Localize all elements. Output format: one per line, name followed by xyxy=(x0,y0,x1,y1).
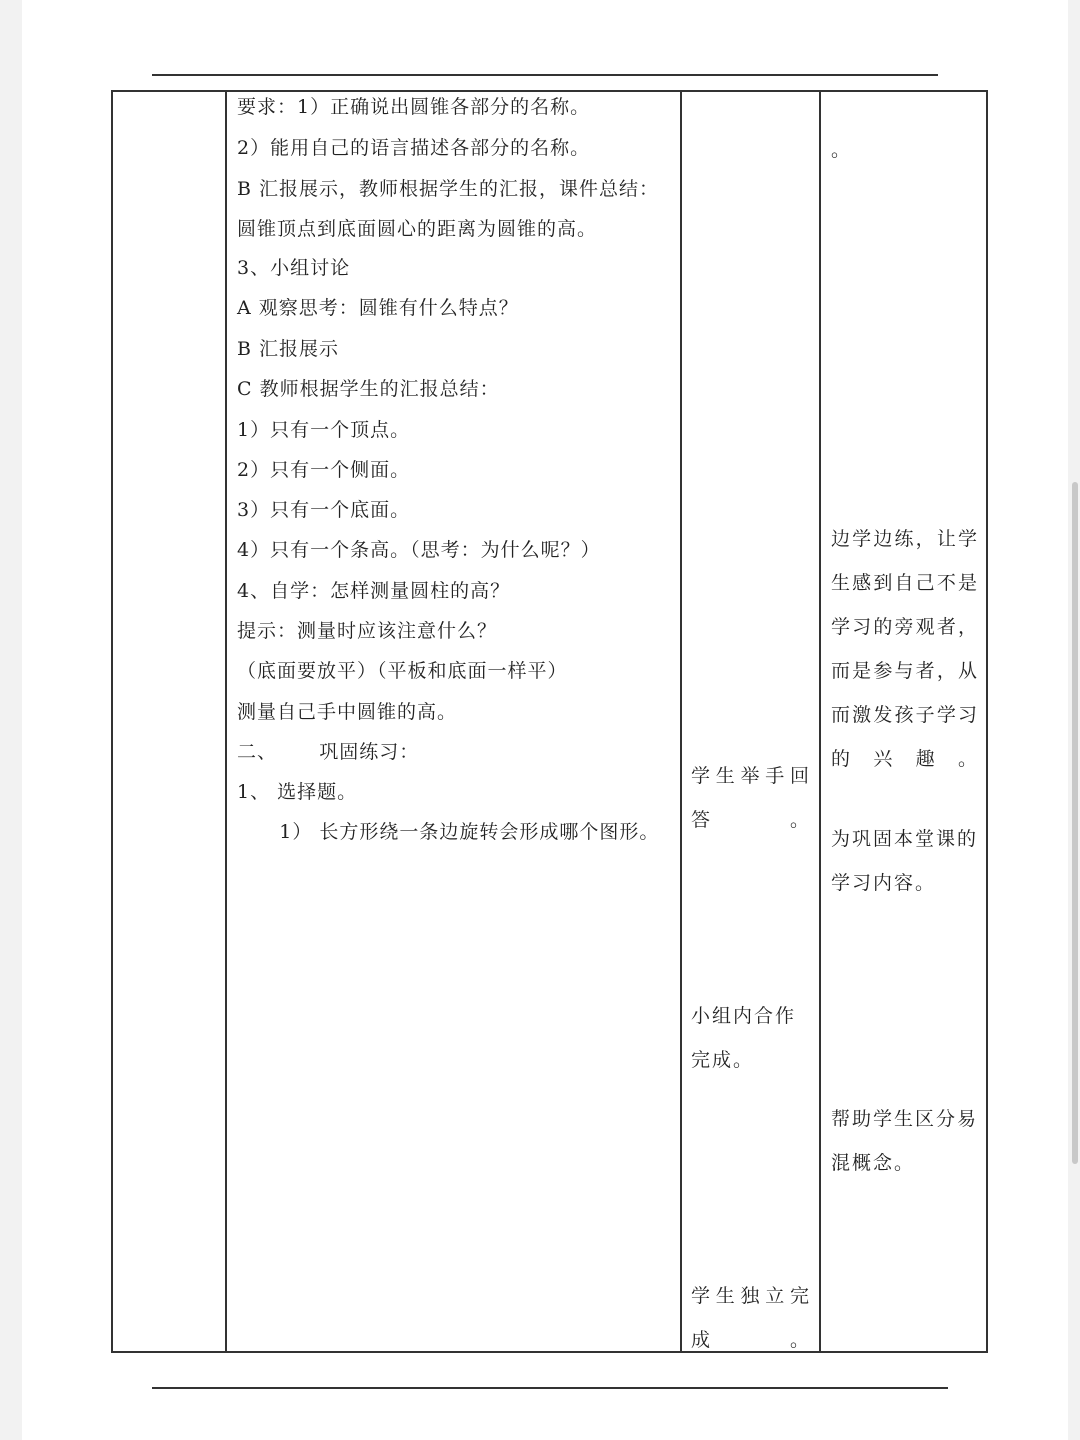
student-note: 小组内合作完成。 xyxy=(691,1005,797,1071)
content-line: 3、小组讨论 xyxy=(237,257,351,279)
content-line: 测量自己手中圆锥的高。 xyxy=(237,701,458,723)
student-note: 学生独立完成。 xyxy=(691,1285,811,1351)
content-line: A 观察思考：圆锥有什么特点？ xyxy=(237,297,519,319)
content-line: 提示：测量时应该注意什么？ xyxy=(237,620,498,642)
content-line: 4、自学：怎样测量圆柱的高？ xyxy=(237,580,511,602)
content-line: 2）只有一个侧面。 xyxy=(237,459,411,481)
footer-rule xyxy=(152,1387,948,1389)
student-note: 学生举手回答。 xyxy=(691,765,811,831)
document-page xyxy=(22,0,1068,1440)
lesson-table xyxy=(111,90,988,1353)
content-line: B 汇报展示 xyxy=(237,338,340,360)
design-note: 边学边练，让学生感到自己不是学习的旁观者，而是参与者，从而激发孩子学习的兴趣。 xyxy=(831,528,979,770)
design-note: 帮助学生区分易混概念。 xyxy=(831,1108,979,1174)
content-line: 1、 选择题。 xyxy=(237,781,358,803)
header-rule xyxy=(152,74,938,76)
content-line: C 教师根据学生的汇报总结： xyxy=(237,378,500,400)
content-line: 1） 长方形绕一条边旋转会形成哪个图形。 xyxy=(237,821,660,843)
column-divider xyxy=(225,92,227,1351)
content-line: 圆锥顶点到底面圆心的距离为圆锥的高。 xyxy=(237,218,598,240)
content-line: B 汇报展示，教师根据学生的汇报，课件总结： xyxy=(237,178,660,200)
content-line: （底面要放平）（平板和底面一样平） xyxy=(237,660,568,682)
column-divider xyxy=(819,92,821,1351)
content-line: 2）能用自己的语言描述各部分的名称。 xyxy=(237,137,591,159)
scrollbar[interactable] xyxy=(1070,0,1080,1440)
content-line: 4）只有一个条高。（思考：为什么呢？） xyxy=(237,539,601,561)
design-note: 为巩固本堂课的学习内容。 xyxy=(831,828,979,894)
content-line: 1）只有一个顶点。 xyxy=(237,419,411,441)
content-line: 要求：1）正确说出圆锥各部分的名称。 xyxy=(237,96,591,118)
content-line: 3）只有一个底面。 xyxy=(237,499,411,521)
design-note: 。 xyxy=(831,139,853,161)
scrollbar-thumb[interactable] xyxy=(1072,482,1078,1164)
content-line: 二、 巩固练习： xyxy=(237,741,420,763)
column-divider xyxy=(680,92,682,1351)
